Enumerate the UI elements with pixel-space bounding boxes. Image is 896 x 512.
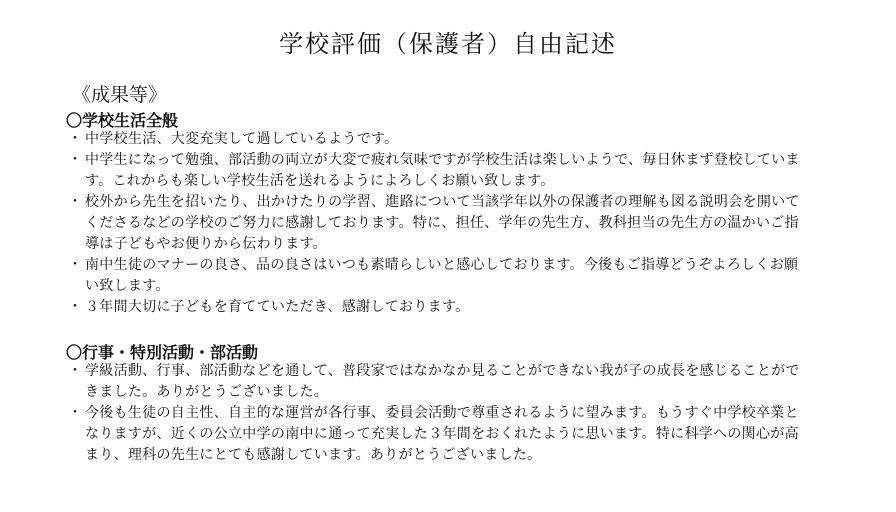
comment-item: [66, 255, 811, 297]
document-title: 学校評価（保護者）自由記述: [279, 30, 617, 58]
comment-item: [66, 403, 811, 466]
bullet-mark: ・: [68, 405, 83, 421]
comment-item: [66, 297, 811, 318]
comment-item: [66, 129, 811, 150]
comment-text: 中学生になって勉強、部活動の両立が大変で疲れ気味ですが学校生活は楽しいようで、毎日休まず登校しています。これからも楽しい学校生活を送れるようによろしくお願い致します。: [85, 152, 800, 189]
school-life-comment-list: [66, 129, 811, 318]
bullet-mark: ・: [68, 257, 83, 273]
comment-text: 今後も生徒の自主性、自主的な運営が各行事、委員会活動で尊重されるように望みます。もうすぐ中学校卒業となりますが、近くの公立中学の南中に通って充実した３年間をおくれたように思います。特に科学への関心が高まり、理科の先生にとても感謝しています。ありがとうございました。: [85, 405, 799, 463]
comment-text: ３年間大切に子どもを育てていただき、感謝しております。: [85, 299, 470, 315]
bullet-mark: ・: [68, 299, 83, 315]
bullet-mark: ・: [68, 194, 83, 210]
bullet-mark: ・: [68, 152, 83, 168]
events-comment-list: [66, 361, 811, 466]
comment-text: 中学校生活、大変充実して過しているようです。: [85, 131, 399, 147]
section-heading-results: 《成果等》: [72, 84, 168, 106]
comment-item: [66, 361, 811, 403]
bullet-mark: ・: [68, 131, 83, 147]
comment-item: [66, 150, 811, 192]
group-heading-events-activities: 〇行事・特別活動・部活動: [66, 343, 259, 362]
bullet-mark: ・: [68, 363, 83, 379]
comment-text: 校外から先生を招いたり、出かけたりの学習、進路について当該学年以外の保護者の理解も図る説明会を開いてくださるなどの学校のご努力に感謝しております。特に、担任、学年の先生方、教科担当の先生方の温かいご指導は子どもやお便りから伝わります。: [85, 194, 800, 252]
comment-text: 学級活動、行事、部活動などを通して、普段家ではなかなか見ることができない我が子の成長を感じることができました。ありがとうございました。: [85, 363, 800, 400]
comment-text: 南中生徒のマナーの良さ、品の良さはいつも素晴らしいと感心しております。今後もご指導どうぞよろしくお願い致します。: [85, 257, 799, 294]
comment-item: [66, 192, 811, 255]
group-heading-school-life: 〇学校生活全般: [66, 111, 179, 130]
